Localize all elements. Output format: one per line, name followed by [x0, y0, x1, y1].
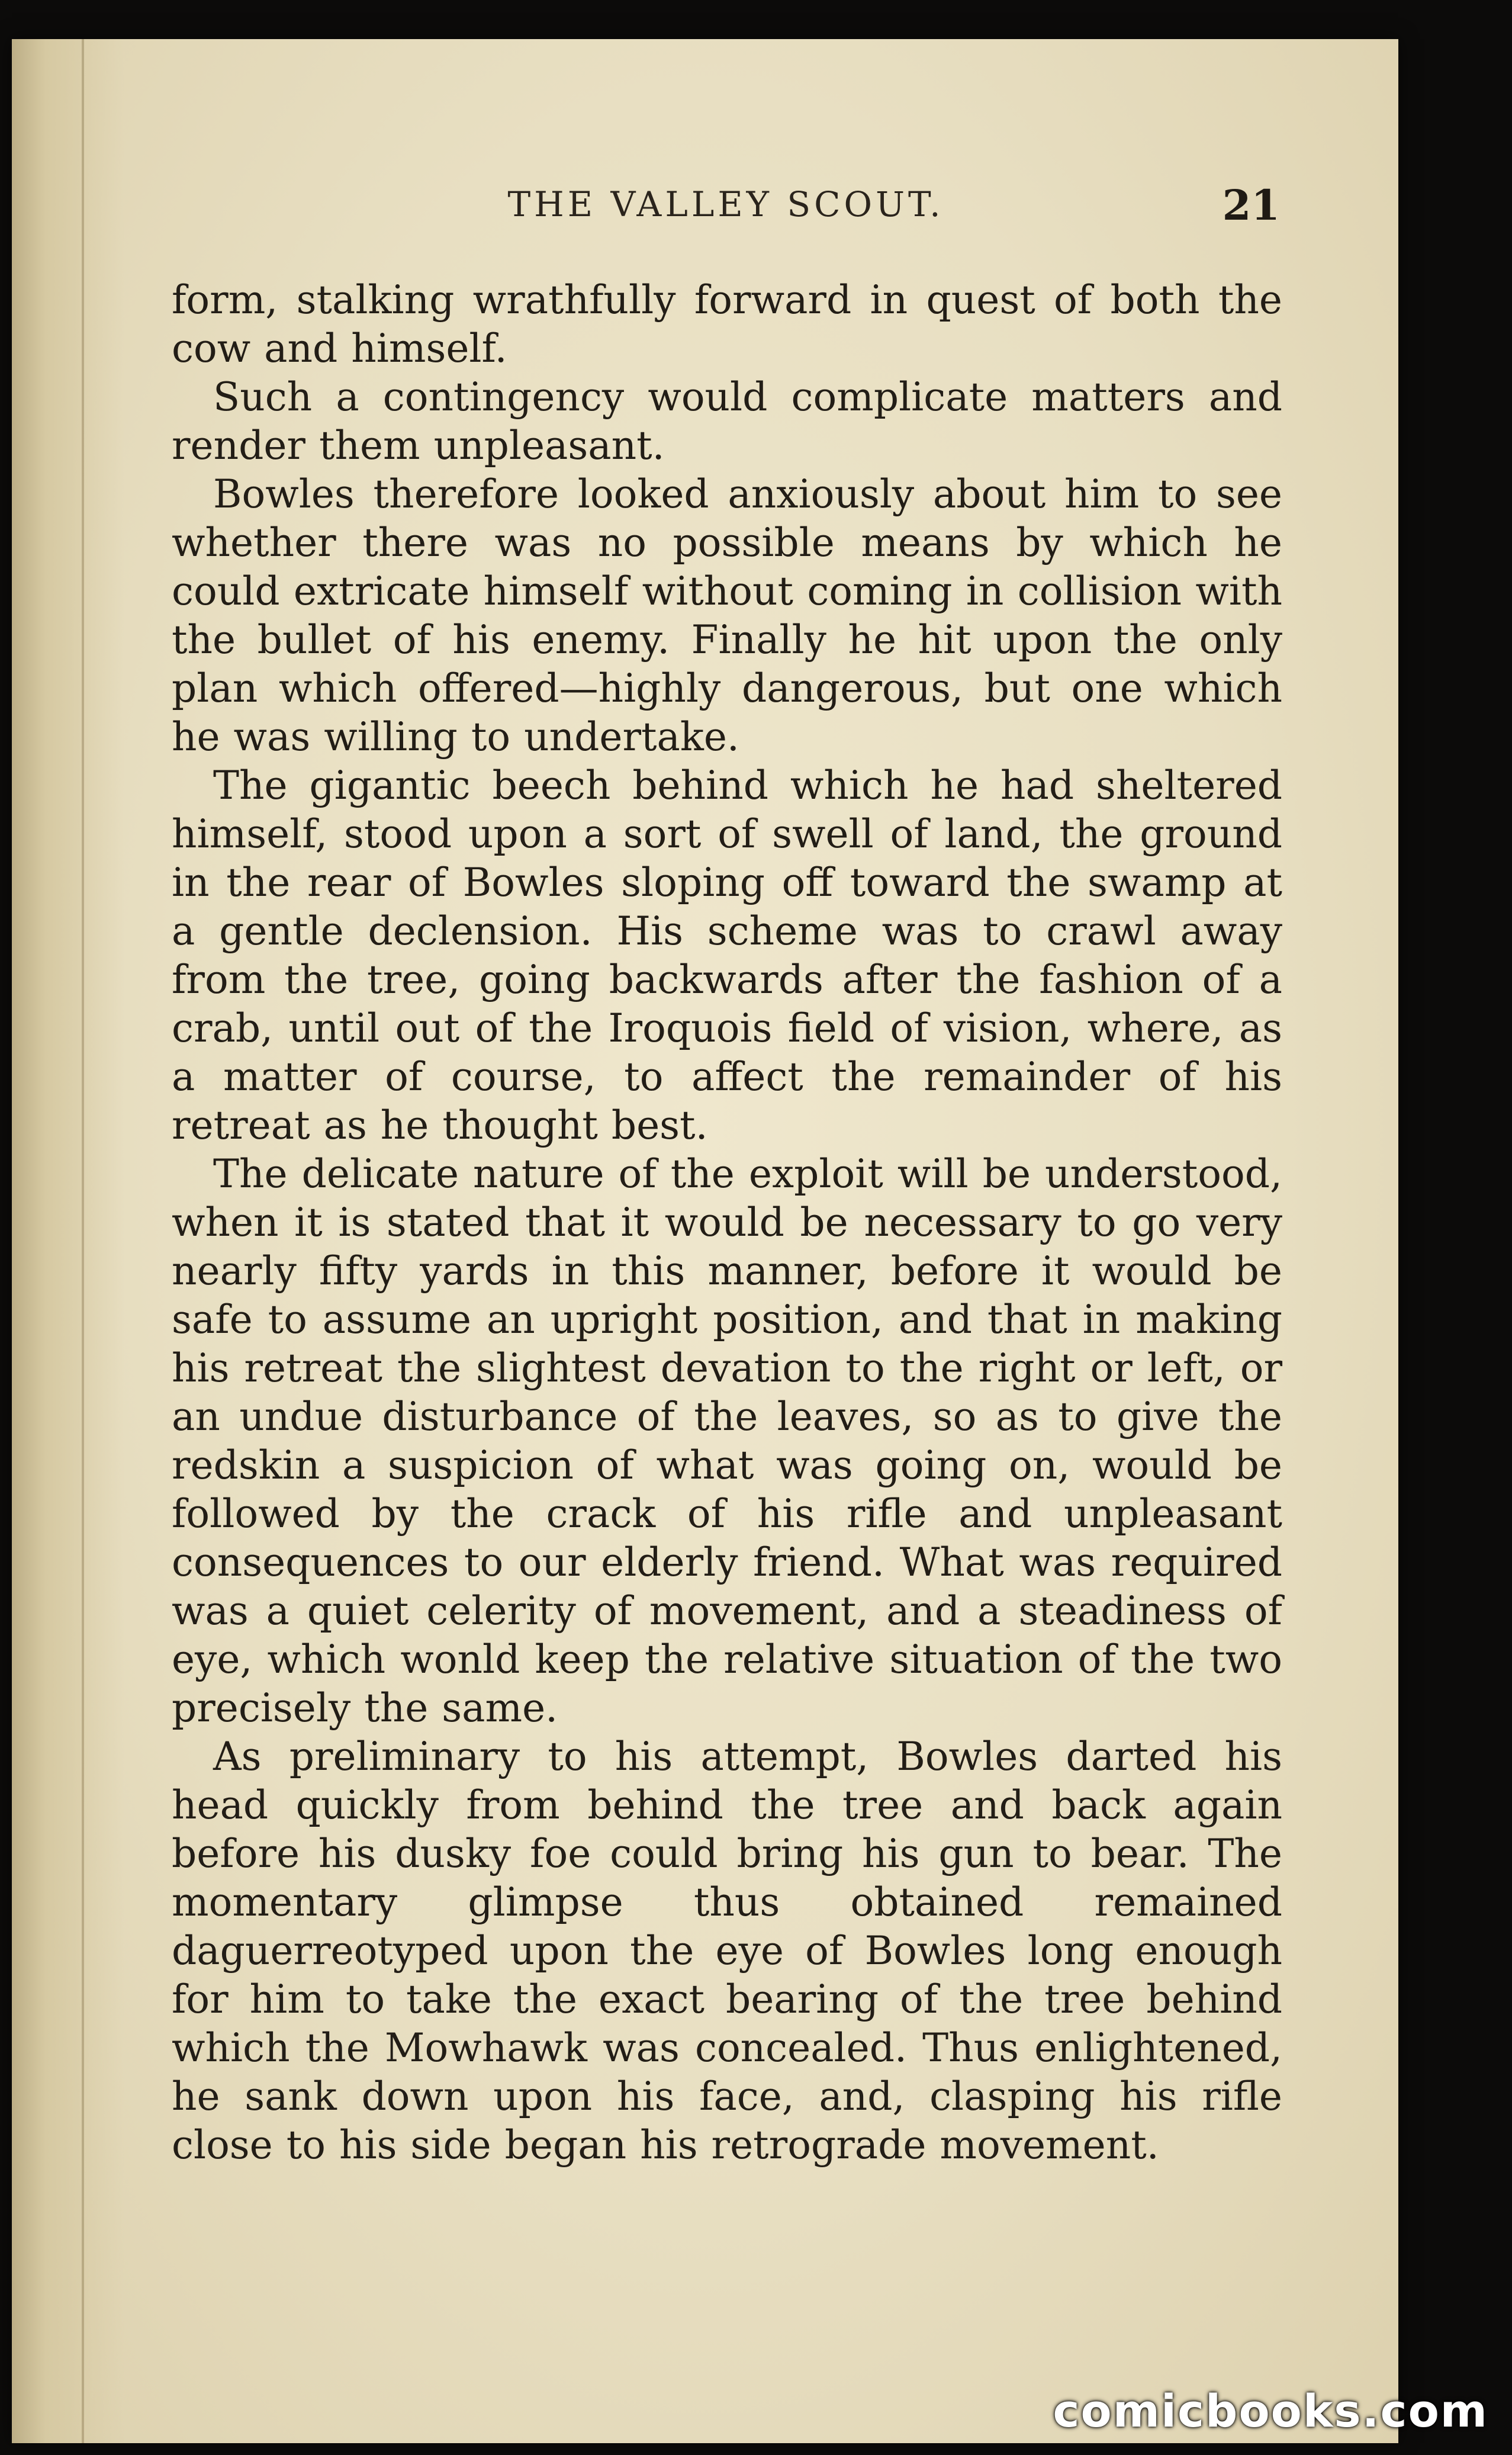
binding-line	[82, 39, 84, 2443]
watermark: comicbooks.com	[1053, 2385, 1488, 2437]
page-header	[172, 181, 1280, 249]
paragraph: form, stalking wrathfully forward in quest of both the cow and himself.	[172, 277, 1282, 371]
page-gutter	[12, 39, 124, 2443]
paragraph: Such a contingency would complicate matters and render them unpleasant.	[172, 374, 1282, 468]
paragraph: The gigantic beech behind which he had sheltered himself, stood upon a sort of swell of land, the ground in the rear of Bowles sloping off toward the swamp at a gentle declension. His scheme was to crawl away from the tree, going backwards after the fashion of a crab, until out of the Iroquois field of vision, where, as a matter of course, to affect the remainder of his retreat as he thought best.	[172, 763, 1282, 1148]
running-head: THE VALLEY SCOUT.	[507, 184, 944, 224]
book-page	[12, 39, 1398, 2443]
page-number: 21	[1222, 181, 1280, 230]
paragraph: Bowles therefore looked anxiously about him to see whether there was no possible means by which he could extricate himself without coming in collision with the bullet of his enemy. Finally he hit upon the only plan which offered—highly dangerous, but one which he was willing to undertake.	[172, 471, 1282, 760]
paragraph: As preliminary to his attempt, Bowles darted his head quickly from behind the tree and back again before his dusky foe could bring his gun to bear. The momentary glimpse thus obtained remained daguerreotyped upon the eye of Bowles long enough for him to take the exact bearing of the tree behind which the Mowhawk was concealed. Thus enlightened, he sank down upon his face, and, clasping his rifle close to his side began his retrograde movement.	[172, 1734, 1282, 2168]
paragraph: The delicate nature of the exploit will be understood, when it is stated that it would be necessary to go very nearly fifty yards in this manner, before it would be safe to assume an upright position, and that in making his retreat the slightest devation to the right or left, or an undue disturbance of the leaves, so as to give the redskin a suspicion of what was going on, would be followed by the crack of his rifle and unpleasant consequences to our elderly friend. What was required was a quiet celerity of movement, and a steadiness of eye, which wonld keep the relative situation of the two precisely the same.	[172, 1151, 1282, 1731]
body-text	[172, 276, 1282, 2200]
